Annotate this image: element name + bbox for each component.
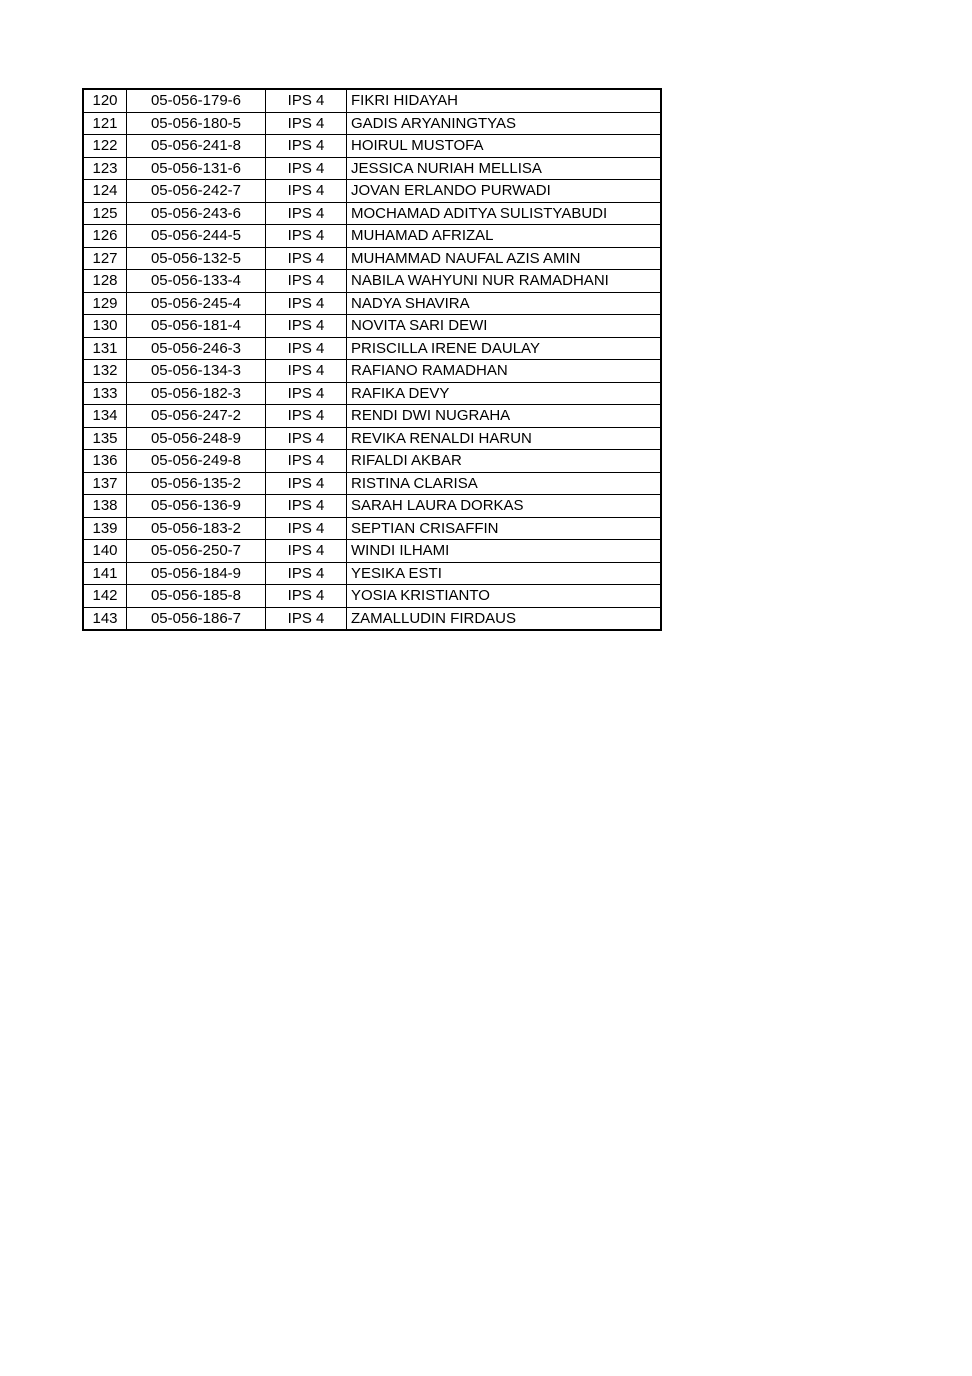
row-number-cell: 137 xyxy=(83,472,127,495)
table-row xyxy=(83,315,661,338)
row-number-cell: 122 xyxy=(83,135,127,158)
table-row xyxy=(83,540,661,563)
class-cell: IPS 4 xyxy=(266,89,347,112)
student-name-cell: PRISCILLA IRENE DAULAY xyxy=(347,337,662,360)
student-name-cell: GADIS ARYANINGTYAS xyxy=(347,112,662,135)
class-cell: IPS 4 xyxy=(266,157,347,180)
class-cell: IPS 4 xyxy=(266,180,347,203)
student-id-cell: 05-056-185-8 xyxy=(127,585,266,608)
row-number-cell: 133 xyxy=(83,382,127,405)
student-name-cell: SEPTIAN CRISAFFIN xyxy=(347,517,662,540)
student-id-cell: 05-056-243-6 xyxy=(127,202,266,225)
row-number-cell: 141 xyxy=(83,562,127,585)
class-cell: IPS 4 xyxy=(266,315,347,338)
student-name-cell: JOVAN ERLANDO PURWADI xyxy=(347,180,662,203)
student-name-cell: NADYA SHAVIRA xyxy=(347,292,662,315)
class-cell: IPS 4 xyxy=(266,495,347,518)
table-row xyxy=(83,292,661,315)
student-id-cell: 05-056-183-2 xyxy=(127,517,266,540)
student-id-cell: 05-056-133-4 xyxy=(127,270,266,293)
row-number-cell: 125 xyxy=(83,202,127,225)
table-row xyxy=(83,202,661,225)
student-id-cell: 05-056-136-9 xyxy=(127,495,266,518)
student-name-cell: YOSIA KRISTIANTO xyxy=(347,585,662,608)
class-cell: IPS 4 xyxy=(266,540,347,563)
class-cell: IPS 4 xyxy=(266,585,347,608)
student-id-cell: 05-056-182-3 xyxy=(127,382,266,405)
student-name-cell: JESSICA NURIAH MELLISA xyxy=(347,157,662,180)
table-row xyxy=(83,472,661,495)
student-id-cell: 05-056-134-3 xyxy=(127,360,266,383)
class-cell: IPS 4 xyxy=(266,225,347,248)
row-number-cell: 139 xyxy=(83,517,127,540)
row-number-cell: 134 xyxy=(83,405,127,428)
student-id-cell: 05-056-184-9 xyxy=(127,562,266,585)
student-roster-table xyxy=(82,88,662,631)
student-name-cell: SARAH LAURA DORKAS xyxy=(347,495,662,518)
student-name-cell: NOVITA SARI DEWI xyxy=(347,315,662,338)
row-number-cell: 142 xyxy=(83,585,127,608)
class-cell: IPS 4 xyxy=(266,517,347,540)
class-cell: IPS 4 xyxy=(266,607,347,630)
class-cell: IPS 4 xyxy=(266,337,347,360)
row-number-cell: 143 xyxy=(83,607,127,630)
row-number-cell: 123 xyxy=(83,157,127,180)
table-row xyxy=(83,562,661,585)
student-name-cell: HOIRUL MUSTOFA xyxy=(347,135,662,158)
table-row xyxy=(83,157,661,180)
table-row xyxy=(83,427,661,450)
row-number-cell: 138 xyxy=(83,495,127,518)
class-cell: IPS 4 xyxy=(266,202,347,225)
student-id-cell: 05-056-186-7 xyxy=(127,607,266,630)
table-row xyxy=(83,225,661,248)
student-name-cell: RISTINA CLARISA xyxy=(347,472,662,495)
table-row xyxy=(83,495,661,518)
student-name-cell: MOCHAMAD ADITYA SULISTYABUDI xyxy=(347,202,662,225)
roster-body xyxy=(83,89,661,630)
class-cell: IPS 4 xyxy=(266,472,347,495)
class-cell: IPS 4 xyxy=(266,247,347,270)
row-number-cell: 128 xyxy=(83,270,127,293)
row-number-cell: 140 xyxy=(83,540,127,563)
student-id-cell: 05-056-241-8 xyxy=(127,135,266,158)
row-number-cell: 120 xyxy=(83,89,127,112)
table-row xyxy=(83,270,661,293)
table-row xyxy=(83,360,661,383)
student-id-cell: 05-056-247-2 xyxy=(127,405,266,428)
student-name-cell: RAFIANO RAMADHAN xyxy=(347,360,662,383)
student-name-cell: ZAMALLUDIN FIRDAUS xyxy=(347,607,662,630)
student-id-cell: 05-056-181-4 xyxy=(127,315,266,338)
class-cell: IPS 4 xyxy=(266,360,347,383)
row-number-cell: 132 xyxy=(83,360,127,383)
row-number-cell: 127 xyxy=(83,247,127,270)
student-name-cell: NABILA WAHYUNI NUR RAMADHANI xyxy=(347,270,662,293)
class-cell: IPS 4 xyxy=(266,405,347,428)
student-id-cell: 05-056-132-5 xyxy=(127,247,266,270)
class-cell: IPS 4 xyxy=(266,427,347,450)
row-number-cell: 121 xyxy=(83,112,127,135)
student-id-cell: 05-056-180-5 xyxy=(127,112,266,135)
student-id-cell: 05-056-250-7 xyxy=(127,540,266,563)
table-row xyxy=(83,89,661,112)
row-number-cell: 136 xyxy=(83,450,127,473)
student-id-cell: 05-056-179-6 xyxy=(127,89,266,112)
class-cell: IPS 4 xyxy=(266,382,347,405)
class-cell: IPS 4 xyxy=(266,135,347,158)
student-id-cell: 05-056-245-4 xyxy=(127,292,266,315)
student-name-cell: FIKRI HIDAYAH xyxy=(347,89,662,112)
student-name-cell: RENDI DWI NUGRAHA xyxy=(347,405,662,428)
row-number-cell: 131 xyxy=(83,337,127,360)
row-number-cell: 126 xyxy=(83,225,127,248)
table-row xyxy=(83,337,661,360)
student-name-cell: MUHAMAD AFRIZAL xyxy=(347,225,662,248)
table-row xyxy=(83,247,661,270)
student-id-cell: 05-056-135-2 xyxy=(127,472,266,495)
student-id-cell: 05-056-249-8 xyxy=(127,450,266,473)
row-number-cell: 129 xyxy=(83,292,127,315)
student-name-cell: WINDI ILHAMI xyxy=(347,540,662,563)
student-name-cell: RAFIKA DEVY xyxy=(347,382,662,405)
class-cell: IPS 4 xyxy=(266,292,347,315)
student-id-cell: 05-056-244-5 xyxy=(127,225,266,248)
table-row xyxy=(83,405,661,428)
class-cell: IPS 4 xyxy=(266,112,347,135)
table-row xyxy=(83,112,661,135)
student-id-cell: 05-056-242-7 xyxy=(127,180,266,203)
table-row xyxy=(83,180,661,203)
student-id-cell: 05-056-248-9 xyxy=(127,427,266,450)
table-row xyxy=(83,585,661,608)
student-name-cell: MUHAMMAD NAUFAL AZIS AMIN xyxy=(347,247,662,270)
row-number-cell: 130 xyxy=(83,315,127,338)
student-id-cell: 05-056-246-3 xyxy=(127,337,266,360)
table-row xyxy=(83,135,661,158)
table-row xyxy=(83,517,661,540)
row-number-cell: 124 xyxy=(83,180,127,203)
class-cell: IPS 4 xyxy=(266,562,347,585)
table-row xyxy=(83,450,661,473)
student-name-cell: YESIKA ESTI xyxy=(347,562,662,585)
class-cell: IPS 4 xyxy=(266,270,347,293)
student-name-cell: RIFALDI AKBAR xyxy=(347,450,662,473)
row-number-cell: 135 xyxy=(83,427,127,450)
class-cell: IPS 4 xyxy=(266,450,347,473)
table-row xyxy=(83,382,661,405)
student-id-cell: 05-056-131-6 xyxy=(127,157,266,180)
table-row xyxy=(83,607,661,630)
student-name-cell: REVIKA RENALDI HARUN xyxy=(347,427,662,450)
